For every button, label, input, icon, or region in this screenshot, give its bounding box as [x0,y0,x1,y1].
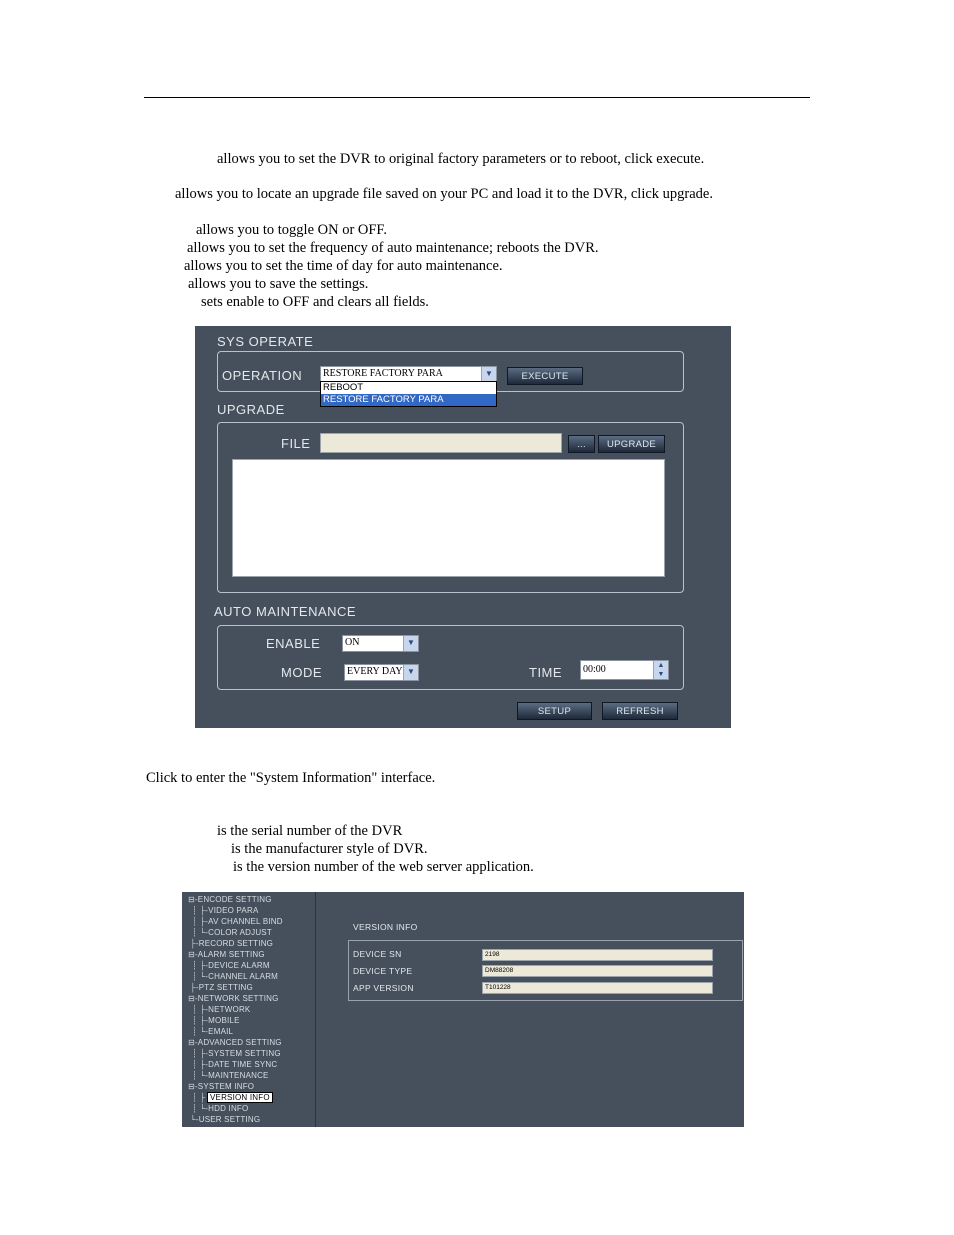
tree-node-maintenance[interactable]: ┊ └-MAINTENANCE [192,1071,269,1080]
tree-node-user-setting[interactable]: └-USER SETTING [190,1115,261,1124]
browse-button[interactable]: ... [568,435,595,453]
text-line-mode: allows you to set the frequency of auto maintenance; reboots the DVR. [187,240,599,256]
header-rule [144,97,810,98]
auto-maintenance-title: AUTO MAINTENANCE [214,604,357,619]
chevron-down-icon[interactable]: ▼ [481,367,496,381]
tree-node-record-setting[interactable]: ├-RECORD SETTING [190,939,274,948]
text-line-sn: is the serial number of the DVR [217,823,403,839]
text-line-enable: allows you to toggle ON or OFF. [196,222,387,238]
settings-tree [182,892,316,1127]
mode-label: MODE [281,665,322,680]
time-value: 00:00 [583,664,606,675]
operation-value: RESTORE FACTORY PARA [323,368,443,379]
text-line-upgrade: allows you to locate an upgrade file saved on your PC and load it to the DVR, click upgrade. [175,186,713,202]
tree-node-hdd-info[interactable]: ┊ └-HDD INFO [192,1104,249,1113]
upgrade-log-area [232,459,665,577]
dropdown-option-restore[interactable]: RESTORE FACTORY PARA [321,394,496,406]
version-info-title: VERSION INFO [353,922,418,932]
tree-node-channel-alarm[interactable]: ┊ └-CHANNEL ALARM [192,972,279,981]
mode-select[interactable] [344,664,419,681]
dropdown-option-reboot[interactable]: REBOOT [323,382,364,393]
tree-node-version-info-branch: ┊ ├ [192,1093,206,1102]
tree-node-network-setting[interactable]: ⊟-NETWORK SETTING [188,994,279,1003]
tree-node-network[interactable]: ┊ ├-NETWORK [192,1005,251,1014]
app-version-field: T101228 [482,982,713,994]
app-version-label: APP VERSION [353,983,414,993]
spin-down-icon[interactable]: ▼ [657,670,665,678]
device-sn-label: DEVICE SN [353,949,402,959]
tree-node-version-info[interactable]: VERSION INFO [207,1092,273,1103]
spin-up-icon[interactable]: ▲ [657,661,665,669]
mode-value: EVERY DAY [347,666,403,677]
upgrade-title: UPGRADE [217,402,285,417]
chevron-down-icon[interactable]: ▼ [403,665,418,680]
sys-operate-title: SYS OPERATE [217,334,314,349]
tree-node-ptz-setting[interactable]: ├-PTZ SETTING [190,983,253,992]
tree-node-encode-setting[interactable]: ⊟-ENCODE SETTING [188,895,272,904]
tree-node-color-adjust[interactable]: ┊ └-COLOR ADJUST [192,928,272,937]
text-line-setup: allows you to save the settings. [188,276,369,292]
tree-node-system-info[interactable]: ⊟-SYSTEM INFO [188,1082,255,1091]
tree-node-date-time-sync[interactable]: ┊ ├-DATE TIME SYNC [192,1060,278,1069]
enable-value: ON [345,637,360,648]
text-line-time: allows you to set the time of day for auto maintenance. [184,258,503,274]
operation-dropdown-list[interactable] [320,381,497,407]
setup-button[interactable]: SETUP [517,702,592,720]
text-line-restore: allows you to set the DVR to original factory parameters or to reboot, click execute. [217,151,705,167]
tree-node-video-para[interactable]: ┊ ├-VIDEO PARA [192,906,259,915]
file-path-input[interactable] [320,433,562,453]
tree-node-advanced-setting[interactable]: ⊟-ADVANCED SETTING [188,1038,282,1047]
tree-node-alarm-setting[interactable]: ⊟-ALARM SETTING [188,950,265,959]
time-label: TIME [529,665,563,680]
device-type-field: DM88208 [482,965,713,977]
text-line-type: is the manufacturer style of DVR. [231,841,428,857]
auto-maintenance-group [217,625,684,690]
tree-node-av-channel-bind[interactable]: ┊ ├-AV CHANNEL BIND [192,917,283,926]
execute-button[interactable]: EXECUTE [507,367,583,385]
device-sn-field: 2198 [482,949,713,961]
system-info-panel [182,892,744,1127]
text-line-sysinfo: Click to enter the "System Information" interface. [146,770,436,786]
operation-select[interactable] [320,366,497,382]
operation-label: OPERATION [222,368,303,383]
tree-node-email[interactable]: ┊ └-EMAIL [192,1027,234,1036]
tree-node-mobile[interactable]: ┊ ├-MOBILE [192,1016,240,1025]
text-line-refresh: sets enable to OFF and clears all fields. [201,294,429,310]
chevron-down-icon[interactable]: ▼ [403,636,418,651]
tree-node-device-alarm[interactable]: ┊ ├-DEVICE ALARM [192,961,270,970]
enable-select[interactable] [342,635,419,652]
tree-node-system-setting[interactable]: ┊ ├-SYSTEM SETTING [192,1049,281,1058]
text-line-version: is the version number of the web server application. [233,859,534,875]
spinner-arrows[interactable] [653,661,668,679]
upgrade-button[interactable]: UPGRADE [598,435,665,453]
refresh-button[interactable]: REFRESH [602,702,678,720]
device-type-label: DEVICE TYPE [353,966,413,976]
time-spinner[interactable] [580,660,669,680]
enable-label: ENABLE [266,636,321,651]
file-label: FILE [281,436,311,451]
